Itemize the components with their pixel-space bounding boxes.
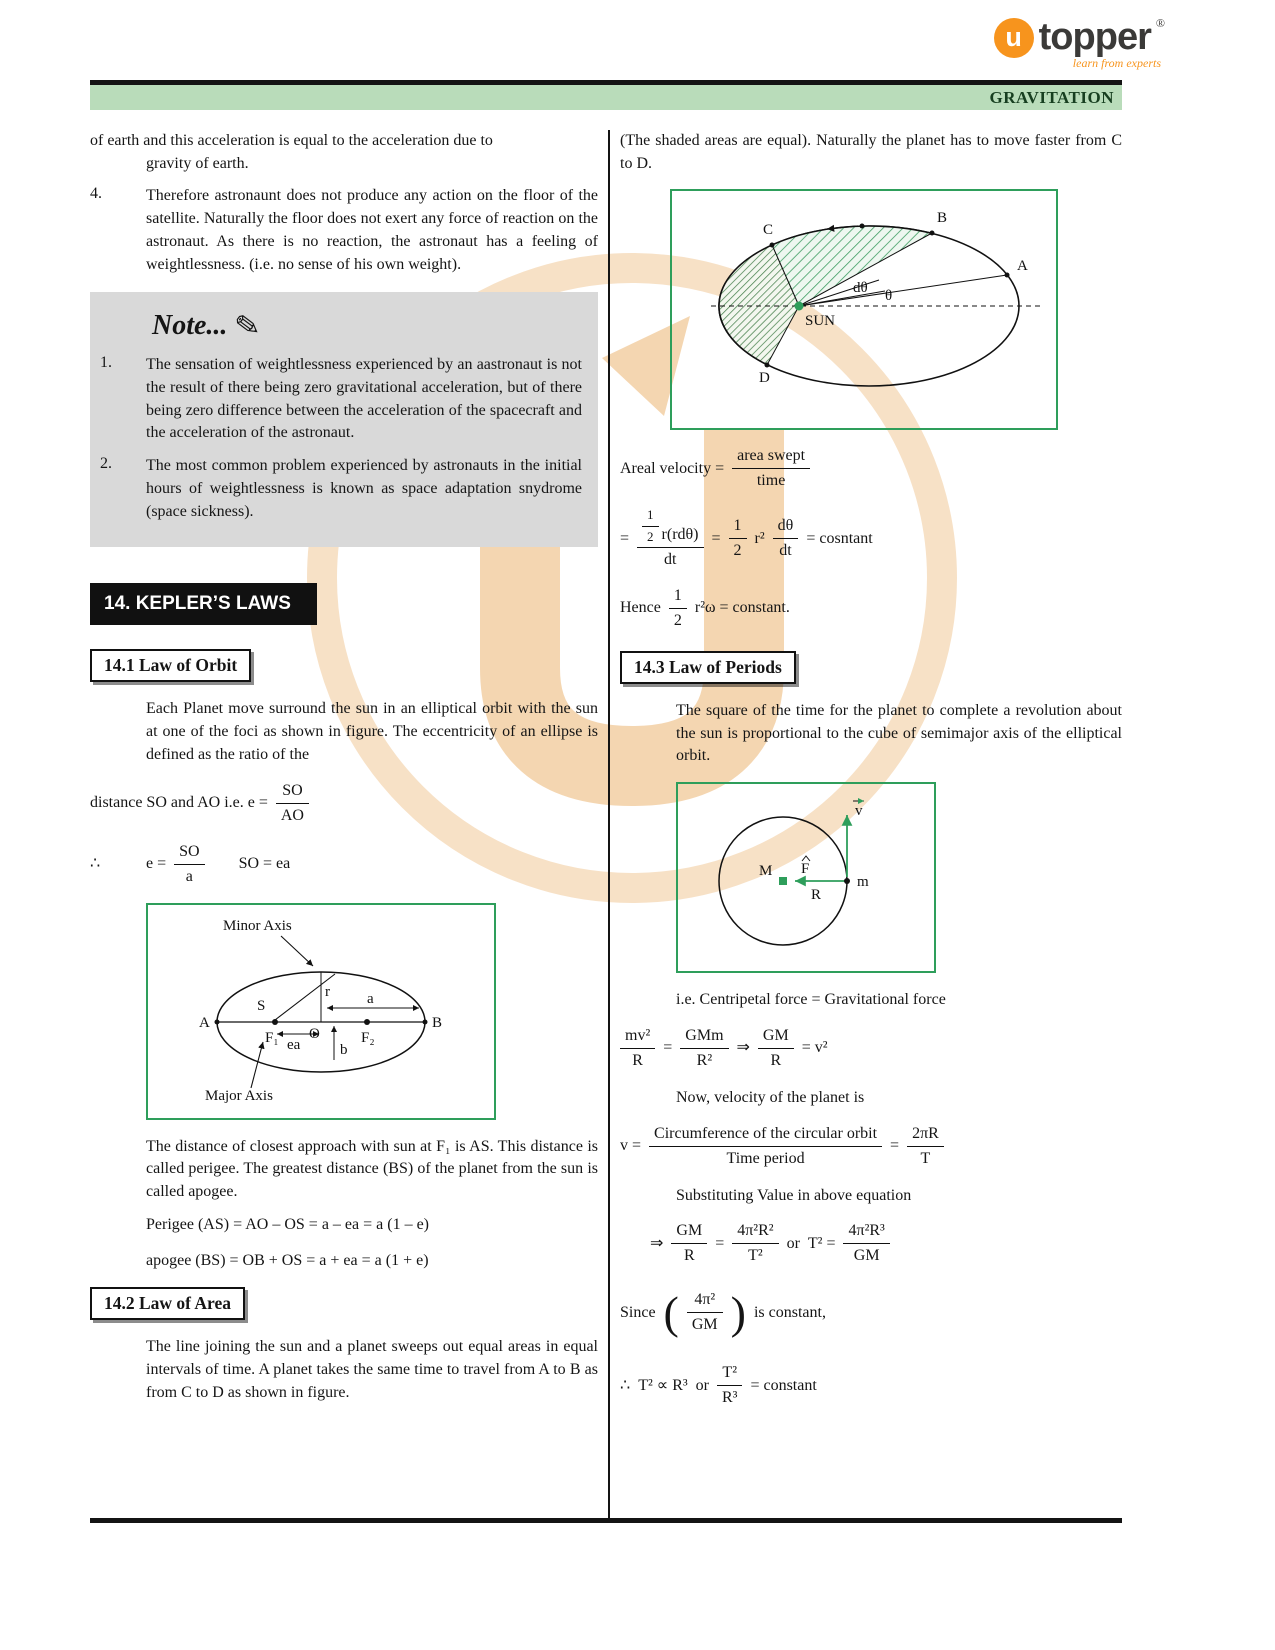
equation-text: e = <box>146 855 167 872</box>
subsection-title-14-2: 14.2 Law of Area <box>90 1287 245 1320</box>
equals-sign: = <box>890 1137 900 1155</box>
label-A: A <box>1017 258 1028 275</box>
fraction-4pi2r2-over-t2: $\frac{\text{4π²R²}}{\text{T²}}$ <box>732 1221 778 1266</box>
sun-dot <box>795 302 804 311</box>
note-title: Note... <box>152 310 228 342</box>
registered-trademark: ® <box>1155 16 1165 30</box>
point-d-dot <box>765 363 770 368</box>
item-number: 1. <box>100 354 112 372</box>
label-r: r <box>325 983 330 1000</box>
equals-sign: = <box>715 1234 725 1252</box>
figure-circular-orbit <box>676 782 936 973</box>
label-m: m <box>857 874 869 891</box>
therefore-symbol: ∴ <box>90 855 101 872</box>
chapter-title: GRAVITATION <box>989 87 1114 107</box>
label-M: M <box>759 863 773 880</box>
equation-text: r²ω = constant. <box>694 599 790 617</box>
fraction-so-over-a: $\frac{SO}{a}$ <box>174 842 204 887</box>
since-constant-statement <box>620 1286 1122 1338</box>
fraction-so-over-ao: $\frac{SO}{AO}$ <box>276 781 309 826</box>
item-number: 2. <box>100 455 112 473</box>
period-equation <box>650 1221 1122 1266</box>
right-parenthesis: ) <box>730 1286 746 1338</box>
note-item-1 <box>100 354 582 445</box>
column-divider <box>608 130 610 1518</box>
equation-text: = constant <box>750 1376 817 1394</box>
equation-text: is constant, <box>753 1303 826 1321</box>
focus-2-dot <box>364 1019 370 1025</box>
therefore-symbol: ∴ <box>620 1376 631 1394</box>
equation-text: T² = <box>807 1234 836 1252</box>
numbered-item-4 <box>90 185 598 276</box>
text-line: gravity of earth. <box>146 154 249 172</box>
fraction-4pi2-over-gm: $\frac{\text{4π²}}{GM}$ <box>687 1290 723 1335</box>
text-line: of earth and this acceleration is equal to the acceleration due to <box>90 132 493 149</box>
central-mass-dot <box>779 877 787 885</box>
minor-axis-pointer <box>281 936 313 966</box>
focus-1-dot <box>272 1019 278 1025</box>
figure-law-of-area <box>670 189 1058 430</box>
equation-text: Areal velocity = <box>620 459 725 477</box>
brand-u-icon: u <box>994 18 1034 58</box>
circular-orbit-diagram <box>683 789 929 961</box>
conclusion-equation <box>620 1363 1122 1408</box>
point-c-dot <box>770 243 775 248</box>
fraction-one-half: $\frac{1}{2}$ <box>669 586 687 631</box>
hence-equation <box>620 586 1122 631</box>
page-bottom-rule <box>90 1518 1122 1523</box>
equation-text: SO = ea <box>238 855 291 872</box>
equals-sign: = <box>620 529 630 547</box>
equation-text: Since <box>620 1303 656 1321</box>
label-B: B <box>937 210 948 227</box>
item-text: Therefore astronaunt does not produce any action on the floor of the satellite. Naturally the floor does not exert any force of reaction on the astronaut. As there is no reaction, the astronaut has a feeling of weightlessness. (i.e. no sense of his own weight). <box>146 187 598 273</box>
equals-sign: = <box>711 529 721 547</box>
label-F2: F₂ <box>361 1029 375 1046</box>
brand-logo <box>994 16 1165 71</box>
fraction-4pi2r3-over-gm: $\frac{\text{4π²R³}}{GM}$ <box>843 1221 889 1266</box>
perigee-equation: Perigee (AS) = AO – OS = a – ea = a (1 – e) <box>146 1215 429 1233</box>
major-axis-label: Major Axis <box>205 1087 273 1104</box>
minor-axis-label: Minor Axis <box>223 917 292 934</box>
velocity-intro: Now, velocity of the planet is <box>676 1088 865 1106</box>
fraction-dtheta-over-dt: $\frac{d\theta}{dt}$ <box>773 516 799 561</box>
planet-dot <box>844 878 850 884</box>
label-S: S <box>257 997 266 1014</box>
substitute-statement: Substituting Value in above equation <box>676 1186 912 1204</box>
vertex-a-dot <box>215 1019 220 1024</box>
fraction-mv2-over-r: $\frac{\text{mv²}}{R}$ <box>620 1026 655 1071</box>
label-A: A <box>199 1014 210 1031</box>
point-a-dot <box>1005 273 1010 278</box>
fraction-t2-over-r3: $\frac{\text{T²}}{\text{R³}}$ <box>717 1363 742 1408</box>
label-B: B <box>432 1014 443 1031</box>
fraction-area-swept-over-time: $\frac{\text{area swept}}{\text{time}}$ <box>732 446 810 491</box>
implies-symbol: ⇒ <box>650 1234 664 1252</box>
fraction-one-half: $\frac{1}{2}$ <box>729 516 747 561</box>
areal-velocity-equation <box>620 507 1122 570</box>
equation-text: distance SO and AO i.e. e = <box>90 794 268 811</box>
velocity-equation <box>620 1124 1122 1169</box>
label-a: a <box>367 990 374 1007</box>
note-item-2 <box>100 455 582 523</box>
label-dtheta: dθ <box>853 280 868 297</box>
paragraph-law-of-orbit: Each Planet move surround the sun in an elliptical orbit with the sun at one of the foci as shown in figure. The eccentricity of an ellipse is defined as the ratio of the <box>146 700 598 763</box>
subsection-title-14-3: 14.3 Law of Periods <box>620 651 796 684</box>
centripetal-statement: i.e. Centripetal force = Gravitational force <box>676 991 946 1009</box>
fraction-gmm-over-r2: $\frac{\text{GMm}}{\text{R²}}$ <box>680 1026 728 1071</box>
ellipse-orbit-diagram <box>153 910 489 1108</box>
fraction-half-r-rdtheta-over-dt: $\frac{1}{2}$ r(rdθ) dt <box>637 507 703 570</box>
paragraph-perigee-apogee: The distance of closest approach with sun at F₁ is AS. This distance is called perigee. The greatest distance (BS) of the planet from the sun is called apogee. <box>146 1137 598 1200</box>
brand-tagline: learn from experts <box>1072 56 1161 70</box>
planet-dot <box>860 224 865 229</box>
equation-so-equals-ea <box>90 842 598 887</box>
paragraph-law-of-area: The line joining the sun and a planet sweeps out equal areas in equal intervals of time. A planet takes the same time to travel from A to B as from C to D as shown in figure. <box>146 1338 598 1401</box>
item-text: The sensation of weightlessness experienced by an aastronaut is not the result of there being zero gravitational acceleration, but of there being zero difference between the acceleration of the spacecraft and the acceleration of the astronaut. <box>146 356 582 442</box>
chapter-header-bar <box>90 80 1122 110</box>
label-theta: θ <box>885 288 893 305</box>
fraction-one-half: $\frac{1}{2}$ <box>642 507 659 545</box>
section-header-keplers-laws: 14. KEPLER’S LAWS <box>90 583 317 625</box>
equation-text: r² <box>754 529 765 547</box>
label-C: C <box>763 222 774 239</box>
subsection-title-14-1: 14.1 Law of Orbit <box>90 649 251 682</box>
figure-ellipse-orbit <box>146 903 496 1120</box>
label-ea: ea <box>287 1036 301 1053</box>
equation-text: T² ∝ R³ <box>638 1376 688 1394</box>
fraction-circumference-over-period: $\frac{\text{Circumference of the circular orbit}}{\text{Time period}}$ <box>649 1124 882 1169</box>
force-balance-equation <box>620 1026 1122 1071</box>
label-F: F <box>801 861 810 878</box>
item-text: The most common problem experienced by astronauts in the initial hours of weightlessness is known as space adaptation snydrome (space sickness). <box>146 457 582 520</box>
label-sun: SUN <box>805 313 836 330</box>
fraction-gm-over-r: $\frac{GM}{R}$ <box>758 1026 794 1071</box>
left-parenthesis: ( <box>663 1286 679 1338</box>
major-axis-pointer <box>251 1042 263 1088</box>
equation-eccentricity-definition <box>90 781 598 826</box>
item-number: 4. <box>90 185 102 203</box>
paragraph-continuation <box>90 130 598 175</box>
fraction-gm-over-r: $\frac{GM}{R}$ <box>671 1221 707 1266</box>
equation-text: v = <box>620 1137 642 1155</box>
note-box <box>90 292 598 547</box>
left-column <box>90 130 598 1518</box>
vertex-b-dot <box>423 1019 428 1024</box>
equation-text: or <box>786 1234 800 1252</box>
label-R: R <box>811 887 822 904</box>
equation-text: = cosntant <box>806 529 873 547</box>
label-F1: F₁ <box>265 1029 279 1046</box>
apogee-equation: apogee (BS) = OB + OS = a + ea = a (1 + e) <box>146 1252 429 1270</box>
label-v: v <box>855 803 863 820</box>
equation-text: or <box>695 1376 709 1394</box>
note-header <box>152 308 582 345</box>
equation-text: Hence <box>620 599 661 617</box>
equation-text: = v² <box>801 1039 828 1057</box>
two-column-content <box>90 130 1122 1518</box>
equals-sign: = <box>663 1039 673 1057</box>
areal-velocity-definition <box>620 446 1122 491</box>
implies-symbol: ⇒ <box>736 1039 750 1057</box>
right-column <box>620 130 1122 1518</box>
law-of-area-diagram <box>677 196 1051 418</box>
paragraph-shaded-areas: (The shaded areas are equal). Naturally the planet has to move faster from C to D. <box>620 132 1122 172</box>
swept-area-cb <box>772 226 932 306</box>
fraction-2pir-over-t: $\frac{2\pi R}{T}$ <box>907 1124 944 1169</box>
brand-name: topper <box>1038 16 1151 58</box>
point-b-dot <box>930 231 935 236</box>
label-b: b <box>340 1041 348 1058</box>
label-O: O <box>309 1025 320 1042</box>
label-D: D <box>759 370 770 387</box>
pencil-icon: ✎ <box>233 308 263 345</box>
paragraph-law-of-periods: The square of the time for the planet to complete a revolution about the sun is proportional to the cube of semimajor axis of the elliptical orbit. <box>676 701 1122 765</box>
